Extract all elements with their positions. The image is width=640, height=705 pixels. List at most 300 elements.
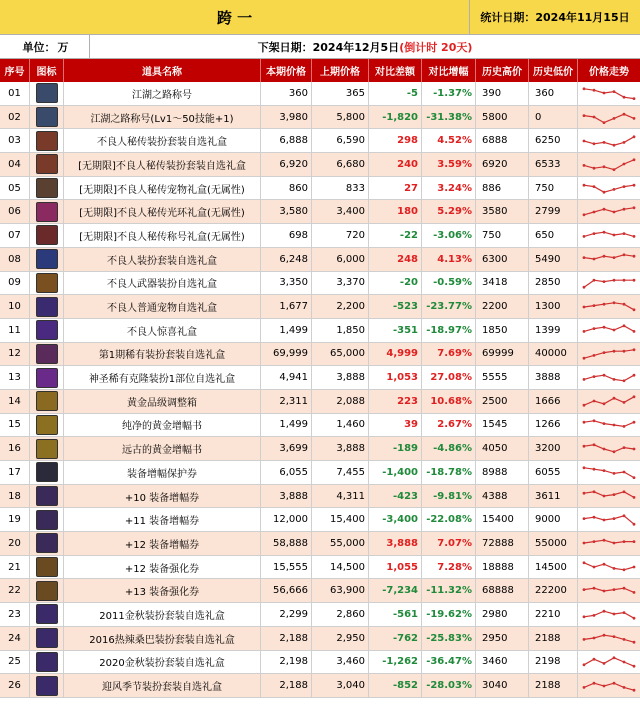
sparkline-point	[603, 280, 606, 283]
cell-change-rate: 4.52%	[422, 129, 476, 152]
sparkline-line	[584, 89, 634, 99]
sparkline-point	[623, 541, 626, 544]
col-header-current-price: 本期价格	[261, 59, 312, 82]
price-trend-sparkline	[582, 582, 636, 600]
sparkline-point	[583, 164, 586, 167]
cell-icon	[30, 366, 64, 389]
sparkline-point	[613, 450, 616, 453]
sparkline-point	[583, 378, 586, 381]
cell-current-price: 2,299	[261, 603, 312, 626]
sparkline-point	[603, 351, 606, 354]
cell-history-high: 886	[476, 177, 529, 200]
cell-previous-price: 2,200	[312, 295, 369, 318]
sparkline-point	[593, 637, 596, 640]
sparkline-point	[593, 258, 596, 261]
cell-history-high: 6888	[476, 129, 529, 152]
cell-history-low: 55000	[529, 532, 578, 555]
cell-history-low: 360	[529, 82, 578, 105]
cell-history-low: 3200	[529, 437, 578, 460]
sparkline-point	[603, 403, 606, 406]
price-trend-sparkline	[582, 677, 636, 695]
cell-previous-price: 365	[312, 82, 369, 105]
sparkline-point	[613, 350, 616, 353]
cell-history-high: 3040	[476, 674, 529, 697]
sparkline-point	[633, 396, 636, 399]
cell-item-name: [无期限]不良人秘传光环礼盒(无属性)	[64, 200, 261, 223]
cell-trend	[578, 485, 640, 508]
sparkline-point	[633, 421, 636, 424]
cell-no: 15	[0, 414, 30, 437]
cell-difference: 3,888	[369, 532, 422, 555]
sparkline-point	[633, 135, 636, 138]
sparkline-point	[583, 663, 586, 666]
sheet-subheader	[0, 35, 640, 59]
sparkline-point	[603, 166, 606, 169]
col-header-no: 序号	[0, 59, 30, 82]
table-row	[0, 366, 640, 390]
sparkline-line	[584, 612, 634, 619]
price-trend-sparkline	[582, 84, 636, 102]
cell-difference: 39	[369, 414, 422, 437]
cell-item-name: 不良人普通宠物自选礼盒	[64, 295, 261, 318]
sparkline-point	[583, 235, 586, 238]
cell-trend	[578, 390, 640, 413]
sheet-title: 跨 一	[0, 0, 470, 34]
cell-history-high: 18888	[476, 556, 529, 579]
cell-history-low: 1399	[529, 319, 578, 342]
cell-no: 19	[0, 508, 30, 531]
cell-current-price: 2,188	[261, 627, 312, 650]
cell-no: 22	[0, 579, 30, 602]
cell-trend	[578, 414, 640, 437]
sparkline-point	[603, 121, 606, 124]
cell-difference: -7,234	[369, 579, 422, 602]
cell-no: 10	[0, 295, 30, 318]
sparkline-point	[613, 472, 616, 475]
sparkline-line	[584, 255, 634, 259]
cell-icon	[30, 414, 64, 437]
sparkline-point	[633, 523, 636, 526]
cell-no: 12	[0, 343, 30, 366]
cell-icon	[30, 272, 64, 295]
sparkline-point	[613, 169, 616, 172]
cell-difference: -351	[369, 319, 422, 342]
sparkline-point	[583, 561, 586, 564]
sparkline-line	[584, 397, 634, 405]
sparkline-point	[593, 304, 596, 307]
cell-history-low: 5490	[529, 248, 578, 271]
cell-history-high: 1850	[476, 319, 529, 342]
cell-current-price: 1,499	[261, 319, 312, 342]
sparkline-point	[613, 588, 616, 591]
cell-history-high: 2500	[476, 390, 529, 413]
cell-history-high: 68888	[476, 579, 529, 602]
price-trend-sparkline	[582, 345, 636, 363]
price-trend-sparkline	[582, 629, 636, 647]
cell-no: 04	[0, 153, 30, 176]
sparkline-point	[593, 210, 596, 213]
sparkline-line	[584, 302, 634, 309]
cell-icon	[30, 106, 64, 129]
sparkline-point	[633, 308, 636, 311]
delist-countdown: (倒计时 20天)	[399, 40, 473, 54]
protect-ticket-icon	[36, 462, 58, 482]
cell-history-low: 1300	[529, 295, 578, 318]
sparkline-point	[593, 419, 596, 422]
cell-no: 21	[0, 556, 30, 579]
col-header-icon: 图标	[30, 59, 64, 82]
sparkline-point	[613, 117, 616, 120]
cell-difference: 240	[369, 153, 422, 176]
cell-history-high: 2980	[476, 603, 529, 626]
cell-change-rate: 2.67%	[422, 414, 476, 437]
sparkline-line	[584, 114, 634, 122]
sparkline-point	[593, 167, 596, 170]
table-row	[0, 106, 640, 130]
cell-item-name: [无期限]不良人秘传装扮套装自选礼盒	[64, 153, 261, 176]
price-trend-sparkline	[582, 179, 636, 197]
sparkline-line	[584, 160, 634, 170]
cell-history-low: 2799	[529, 200, 578, 223]
sparkline-point	[583, 517, 586, 520]
cell-change-rate: 5.29%	[422, 200, 476, 223]
sparkline-point	[633, 184, 636, 187]
cell-previous-price: 3,888	[312, 366, 369, 389]
cell-previous-price: 3,400	[312, 200, 369, 223]
cell-trend	[578, 366, 640, 389]
sparkline-point	[623, 587, 626, 590]
cell-no: 01	[0, 82, 30, 105]
cell-history-low: 2210	[529, 603, 578, 626]
sparkline-point	[613, 256, 616, 259]
cell-trend	[578, 343, 640, 366]
cell-change-rate: 7.07%	[422, 532, 476, 555]
sparkline-point	[593, 354, 596, 357]
sparkline-point	[623, 325, 626, 328]
box-icon	[36, 249, 58, 269]
sparkline-point	[623, 302, 626, 305]
price-trend-sparkline	[582, 511, 636, 529]
cell-icon	[30, 248, 64, 271]
price-trend-sparkline	[582, 440, 636, 458]
cell-icon	[30, 129, 64, 152]
costume-box-icon	[36, 652, 58, 672]
sparkline-point	[613, 210, 616, 213]
sparkline-line	[584, 350, 634, 358]
price-trend-sparkline	[582, 132, 636, 150]
cell-history-low: 2850	[529, 272, 578, 295]
table-row	[0, 532, 640, 556]
cell-previous-price: 3,460	[312, 651, 369, 674]
sparkline-point	[583, 588, 586, 591]
sparkline-point	[593, 658, 596, 661]
costume-box-icon	[36, 604, 58, 624]
sparkline-point	[613, 144, 616, 147]
cell-change-rate: -4.86%	[422, 437, 476, 460]
sparkline-point	[623, 660, 626, 663]
amplify-book-icon	[36, 415, 58, 435]
cell-previous-price: 1,460	[312, 414, 369, 437]
sparkline-point	[613, 188, 616, 191]
sparkline-point	[603, 191, 606, 194]
cell-history-low: 40000	[529, 343, 578, 366]
sparkline-point	[623, 446, 626, 449]
sparkline-point	[623, 163, 626, 166]
chest-icon	[36, 131, 58, 151]
sparkline-point	[593, 490, 596, 493]
cell-icon	[30, 343, 64, 366]
table-row	[0, 627, 640, 651]
cell-history-low: 1666	[529, 390, 578, 413]
cell-icon	[30, 82, 64, 105]
sparkline-point	[623, 96, 626, 99]
cell-current-price: 2,198	[261, 651, 312, 674]
cell-change-rate: 7.69%	[422, 343, 476, 366]
sparkline-line	[584, 421, 634, 427]
table-body	[0, 82, 640, 698]
sparkline-point	[593, 89, 596, 92]
cell-trend	[578, 461, 640, 484]
price-trend-sparkline	[582, 487, 636, 505]
cell-current-price: 360	[261, 82, 312, 105]
sparkline-point	[623, 233, 626, 236]
sparkline-point	[583, 638, 586, 641]
sparkline-point	[603, 539, 606, 542]
clone-box-icon	[36, 368, 58, 388]
cell-difference: -3,400	[369, 508, 422, 531]
cell-no: 02	[0, 106, 30, 129]
cell-trend	[578, 627, 640, 650]
cell-change-rate: -1.37%	[422, 82, 476, 105]
cell-item-name: 江湖之路称号	[64, 82, 261, 105]
cell-item-name: +10 装备增幅券	[64, 485, 261, 508]
sparkline-line	[584, 635, 634, 642]
sparkline-point	[603, 563, 606, 566]
table-row	[0, 508, 640, 532]
cell-previous-price: 6,000	[312, 248, 369, 271]
cell-difference: -523	[369, 295, 422, 318]
cell-current-price: 15,555	[261, 556, 312, 579]
sparkline-line	[584, 588, 634, 592]
sparkline-point	[633, 496, 636, 499]
col-header-trend: 价格走势	[589, 67, 629, 78]
cell-trend	[578, 556, 640, 579]
sparkline-point	[623, 208, 626, 211]
cell-change-rate: 27.08%	[422, 366, 476, 389]
sparkline-point	[613, 517, 616, 520]
cell-history-low: 0	[529, 106, 578, 129]
price-trend-sparkline	[582, 226, 636, 244]
sparkline-point	[593, 681, 596, 684]
cell-current-price: 3,350	[261, 272, 312, 295]
cell-history-high: 15400	[476, 508, 529, 531]
table-row	[0, 414, 640, 438]
table-row	[0, 674, 640, 698]
cell-history-high: 750	[476, 224, 529, 247]
cell-current-price: 6,888	[261, 129, 312, 152]
cell-trend	[578, 82, 640, 105]
sparkline-point	[613, 613, 616, 616]
cell-history-high: 390	[476, 82, 529, 105]
cell-current-price: 6,055	[261, 461, 312, 484]
cell-previous-price: 4,311	[312, 485, 369, 508]
sparkline-point	[583, 213, 586, 216]
cell-trend	[578, 674, 640, 697]
sparkline-point	[593, 614, 596, 617]
cell-change-rate: 7.28%	[422, 556, 476, 579]
golden-box-icon	[36, 391, 58, 411]
sparkline-line	[584, 516, 634, 524]
sparkline-point	[613, 542, 616, 545]
sparkline-point	[583, 616, 586, 619]
cell-trend	[578, 579, 640, 602]
cell-icon	[30, 508, 64, 531]
sparkline-point	[583, 256, 586, 259]
cell-previous-price: 2,088	[312, 390, 369, 413]
cell-trend	[578, 177, 640, 200]
sparkline-point	[613, 493, 616, 496]
sparkline-point	[633, 541, 636, 544]
cell-difference: -1,262	[369, 651, 422, 674]
sparkline-point	[633, 665, 636, 668]
sparkline-point	[593, 468, 596, 471]
cell-difference: 27	[369, 177, 422, 200]
cell-no: 11	[0, 319, 30, 342]
sparkline-point	[583, 492, 586, 495]
cell-difference: 4,999	[369, 343, 422, 366]
cell-item-name: 神圣稀有克隆装扮1部位自选礼盒	[64, 366, 261, 389]
sparkline-point	[583, 444, 586, 447]
sparkline-point	[603, 208, 606, 211]
cell-change-rate: -31.38%	[422, 106, 476, 129]
col-header-history-low: 历史低价	[529, 59, 578, 82]
cell-difference: 180	[369, 200, 422, 223]
sparkline-point	[623, 401, 626, 404]
sparkline-point	[623, 185, 626, 188]
cell-previous-price: 1,850	[312, 319, 369, 342]
cell-no: 09	[0, 272, 30, 295]
cell-previous-price: 3,370	[312, 272, 369, 295]
sparkline-point	[603, 302, 606, 305]
sparkline-point	[613, 424, 616, 427]
cell-change-rate: -36.47%	[422, 651, 476, 674]
cell-current-price: 4,941	[261, 366, 312, 389]
cell-trend	[578, 129, 640, 152]
cell-trend	[578, 508, 640, 531]
cell-icon	[30, 556, 64, 579]
col-header-name: 道具名称	[64, 59, 261, 82]
cell-item-name: +13 装备强化券	[64, 579, 261, 602]
cell-change-rate: 10.68%	[422, 390, 476, 413]
cell-current-price: 6,920	[261, 153, 312, 176]
cell-current-price: 69,999	[261, 343, 312, 366]
cell-current-price: 3,699	[261, 437, 312, 460]
sparkline-point	[633, 279, 636, 282]
cell-current-price: 1,499	[261, 414, 312, 437]
sparkline-point	[623, 379, 626, 382]
costume-box-icon	[36, 676, 58, 696]
cell-change-rate: -18.78%	[422, 461, 476, 484]
cell-icon	[30, 437, 64, 460]
unit-value: 万	[57, 40, 69, 54]
sparkline-point	[583, 357, 586, 360]
table-row	[0, 485, 640, 509]
cell-previous-price: 5,800	[312, 106, 369, 129]
cell-trend	[578, 272, 640, 295]
cell-difference: -561	[369, 603, 422, 626]
sparkline-line	[584, 563, 634, 570]
cell-trend	[578, 319, 640, 342]
sparkline-point	[613, 301, 616, 304]
cell-item-name: 装备增幅保护券	[64, 461, 261, 484]
gift-box-icon	[36, 320, 58, 340]
table-row	[0, 461, 640, 485]
sparkline-point	[583, 88, 586, 91]
cell-history-high: 4388	[476, 485, 529, 508]
table-row	[0, 343, 640, 367]
table-row	[0, 153, 640, 177]
sparkline-point	[583, 305, 586, 308]
chest-icon	[36, 154, 58, 174]
price-trend-sparkline	[582, 416, 636, 434]
table-row	[0, 177, 640, 201]
cell-change-rate: -22.08%	[422, 508, 476, 531]
sparkline-point	[623, 568, 626, 571]
weapon-icon	[36, 273, 58, 293]
cell-history-low: 3888	[529, 366, 578, 389]
cell-no: 08	[0, 248, 30, 271]
sparkline-point	[593, 185, 596, 188]
cell-history-low: 2198	[529, 651, 578, 674]
cell-icon	[30, 319, 64, 342]
sparkline-point	[623, 113, 626, 116]
cell-history-high: 4050	[476, 437, 529, 460]
cell-history-low: 2188	[529, 627, 578, 650]
cell-difference: -22	[369, 224, 422, 247]
cell-difference: -423	[369, 485, 422, 508]
sparkline-point	[633, 348, 636, 351]
cell-history-high: 5555	[476, 366, 529, 389]
cell-item-name: 2011金秋装扮套装自选礼盒	[64, 603, 261, 626]
title-box-icon	[36, 225, 58, 245]
cell-no: 05	[0, 177, 30, 200]
cell-icon	[30, 390, 64, 413]
cell-icon	[30, 200, 64, 223]
sparkline-line	[584, 468, 634, 478]
sparkline-point	[623, 425, 626, 428]
cell-no: 03	[0, 129, 30, 152]
sparkline-point	[623, 141, 626, 144]
cell-icon	[30, 485, 64, 508]
price-trend-sparkline	[582, 298, 636, 316]
cell-history-high: 6300	[476, 248, 529, 271]
sparkline-point	[583, 421, 586, 424]
pet-box-icon	[36, 297, 58, 317]
stat-date	[470, 0, 640, 34]
rare-box-icon	[36, 344, 58, 364]
sparkline-line	[584, 208, 634, 215]
price-trend-sparkline	[582, 463, 636, 481]
cell-history-high: 3418	[476, 272, 529, 295]
sparkline-point	[583, 286, 586, 289]
sparkline-point	[603, 518, 606, 521]
cell-previous-price: 65,000	[312, 343, 369, 366]
table-row	[0, 129, 640, 153]
sparkline-point	[633, 591, 636, 594]
sparkline-point	[593, 587, 596, 590]
cell-no: 13	[0, 366, 30, 389]
sparkline-point	[603, 92, 606, 95]
